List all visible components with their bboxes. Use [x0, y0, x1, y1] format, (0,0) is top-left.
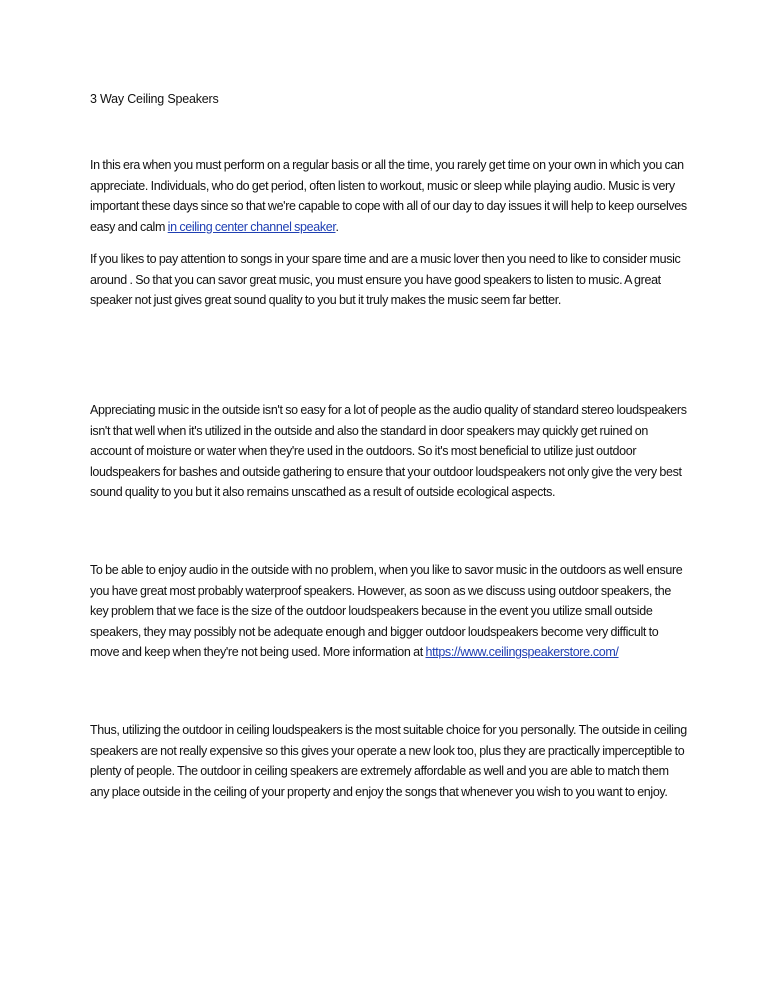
paragraph-3-text: Appreciating music in the outside isn't so easy for a lot of people as the audio quality of standard stereo loudspeakers isn't that well when it's utilized in the outside and also the standard in door speakers may quickly get ruined on account of moisture or water when they're used in the outdoors. So it's most beneficial to utilize just outdoor loudspeakers for bashes and outside gathering to ensure that your outdoor loudspeakers not only give the very best sound quality to you but it also remains unscathed as a result of outside ecological aspects.	[90, 403, 687, 499]
paragraph-1	[90, 155, 688, 237]
ceiling-center-channel-speaker-link[interactable]: in ceiling center channel speaker	[167, 219, 336, 234]
paragraph-2	[90, 249, 688, 311]
document-title: 3 Way Ceiling Speakers	[90, 92, 219, 106]
paragraph-5-text: Thus, utilizing the outdoor in ceiling loudspeakers is the most suitable choice for you personally. The outside in ceiling speakers are not really expensive so this gives your operate a new look too, plus they are practically imperceptible to plenty of people. The outdoor in ceiling speakers are extremely affordable as well and you are able to match them any place outside in the ceiling of your property and enjoy the songs that whenever you wish to you want to enjoy.	[90, 723, 687, 799]
paragraph-5	[90, 720, 688, 802]
paragraph-1-end: .	[335, 219, 339, 234]
paragraph-4	[90, 560, 688, 663]
paragraph-4-text: To be able to enjoy audio in the outside with no problem, when you like to savor music in the outdoors as well ensure you have great most probably waterproof speakers. However, as soon as we discuss using outdoor speakers, the key problem that we face is the size of the outdoor loudspeakers because in the event you utilize small outside speakers, they may possibly not be adequate enough and bigger outdoor loudspeakers become very difficult to move and keep when they're not being used. More information at	[90, 563, 683, 659]
paragraph-1-text: In this era when you must perform on a regular basis or all the time, you rarely get time on your own in which you can appreciate. Individuals, who do get period, often listen to workout, music or sleep while playing audio. Music is very important these days since so that we're capable to cope with all of our day to day issues it will help to keep ourselves easy and calm	[90, 158, 687, 234]
paragraph-3	[90, 400, 688, 503]
paragraph-2-text: If you likes to pay attention to songs in your spare time and are a music lover then you need to like to consider music around . So that you can savor great music, you must ensure you have good speakers to listen to music. A great speaker not just gives great sound quality to you but it truly makes the music seem far better.	[90, 252, 681, 307]
ceilingspeakerstore-url-link[interactable]: https://www.ceilingspeakerstore.com/	[425, 645, 619, 659]
